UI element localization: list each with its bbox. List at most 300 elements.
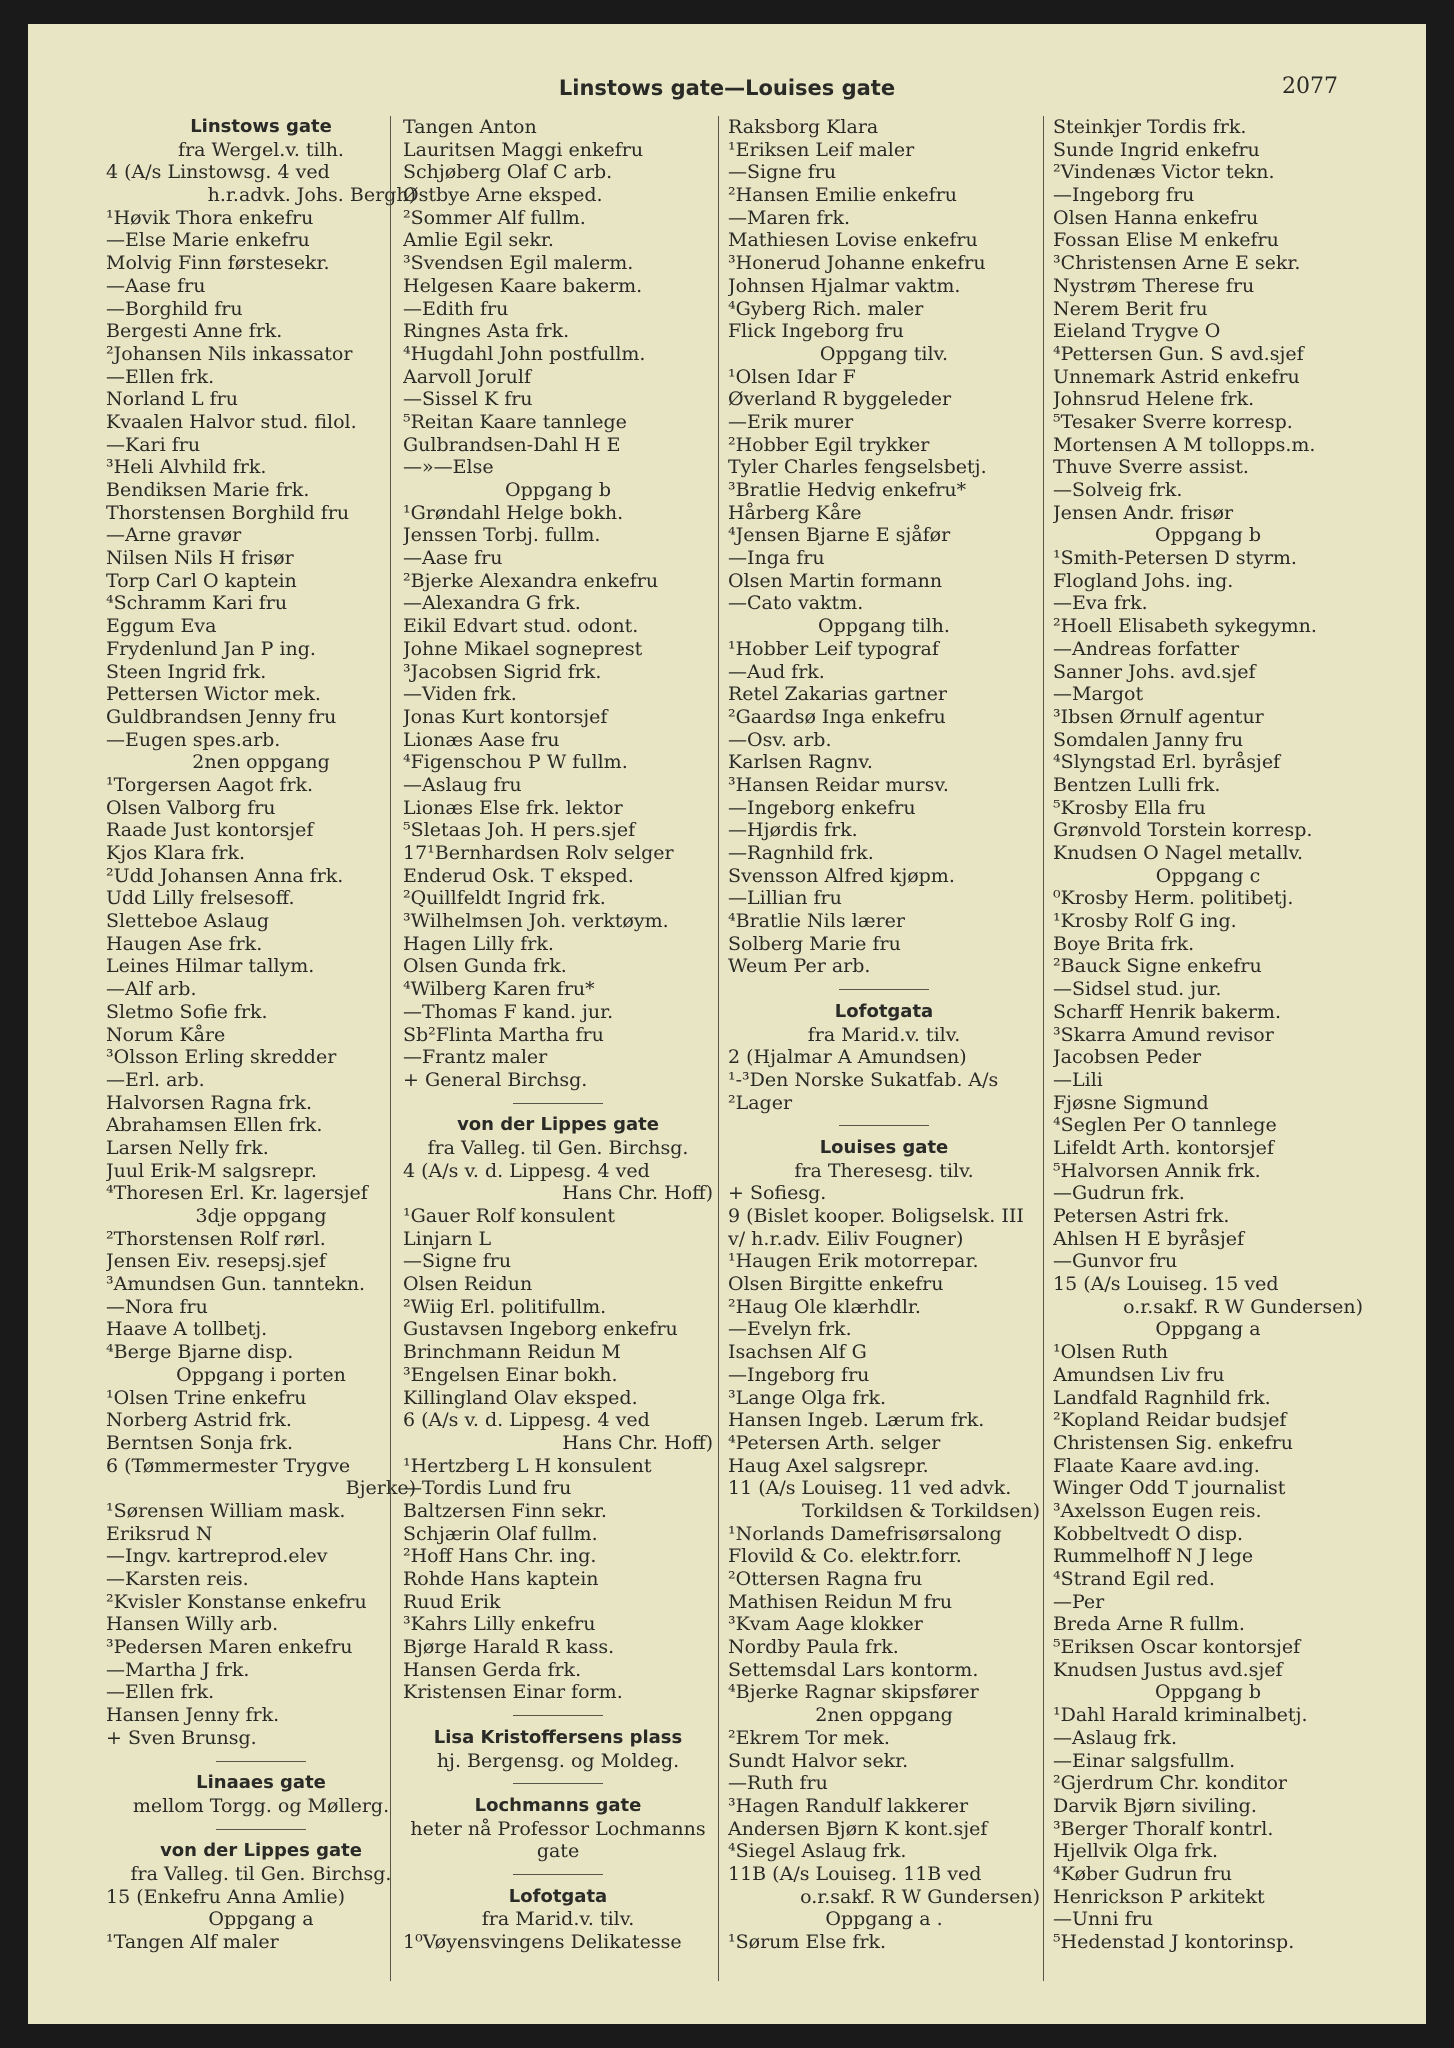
directory-entry: Kristensen Einar form. (403, 1681, 623, 1704)
street-heading: Louises gate (819, 1136, 949, 1158)
directory-entry: Sletmo Sofie frk. (106, 1000, 268, 1023)
entry-continuation: Hans Chr. Hoff) (562, 1182, 713, 1205)
directory-entry: Grønvold Torstein korresp. (1053, 819, 1313, 842)
directory-entry: —Kari fru (106, 433, 201, 456)
section-note: gate (536, 1840, 580, 1863)
directory-entry: ³Lange Olga frk. (728, 1386, 887, 1409)
directory-entry: —Inga fru (728, 547, 825, 570)
directory-entry: 15 (Enkefru Anna Amlie) (106, 1885, 345, 1908)
directory-entry: Hårberg Kåre (728, 501, 862, 524)
section-divider (106, 1818, 416, 1841)
directory-entry: Sanner Johs. avd.sjef (1053, 660, 1256, 683)
directory-entry: ¹Sørensen William mask. (106, 1499, 346, 1522)
directory-entry: Nilsen Nils H frisør (106, 547, 294, 570)
directory-entry: —Ingeborg fru (1053, 184, 1195, 207)
directory-entry: —»—Else (403, 456, 494, 479)
directory-entry: Berntsen Sonja frk. (106, 1431, 294, 1454)
directory-entry: Olsen Hanna enkefru (1053, 206, 1259, 229)
directory-entry: ²Vindenæs Victor tekn. (1053, 161, 1275, 184)
directory-entry: Winger Odd T journalist (1053, 1477, 1286, 1500)
section-note: Oppgang i porten (176, 1363, 346, 1386)
directory-entry: ⁴Berge Bjarne disp. (106, 1341, 294, 1364)
directory-entry: Torp Carl O kaptein (106, 569, 297, 592)
directory-entry: ²Ottersen Ragna fru (728, 1568, 923, 1590)
directory-entry: Sletteboe Aslaug (106, 910, 270, 933)
directory-entry: Baltzersen Finn sekr. (403, 1499, 607, 1522)
directory-entry: —Cato vaktm. (728, 592, 864, 615)
section-note: Oppgang c (1155, 864, 1261, 887)
directory-entry: Abrahamsen Ellen frk. (106, 1114, 323, 1137)
section-note: fra Theresesg. tilv. (794, 1159, 974, 1182)
directory-entry: ²Sommer Alf fullm. (403, 206, 586, 229)
directory-entry: ¹Krosby Rolf G ing. (1053, 910, 1237, 933)
directory-entry: Eggum Eva (106, 615, 217, 638)
section-note: heter nå Professor Lochmanns (410, 1817, 706, 1840)
entry-continuation: h.r.advk. Johs. Bergh) (207, 184, 416, 207)
directory-entry: + Sofiesg. (728, 1182, 827, 1205)
directory-entry: —Signe fru (728, 161, 837, 184)
directory-entry: ⁴Strand Egil red. (1053, 1568, 1215, 1590)
directory-entry: 1⁰Vøyensvingens Delikatesse (403, 1931, 682, 1953)
directory-entry: Kjos Klara frk. (106, 842, 246, 864)
directory-entry: Schjøberg Olaf C arb. (403, 161, 613, 184)
directory-entry: ¹Torgersen Aagot frk. (106, 773, 314, 796)
entry-continuation: Hans Chr. Hoff) (562, 1431, 713, 1454)
directory-entry: Mathiesen Lovise enkefru (728, 229, 978, 252)
directory-entry: —Maren frk. (728, 206, 851, 229)
directory-entry: —Borghild fru (106, 297, 243, 320)
directory-entry: ³Amundsen Gun. tanntekn. (106, 1273, 366, 1296)
directory-entry: v/ h.r.adv. Eiliv Fougner) (728, 1227, 964, 1250)
directory-entry: ¹Norlands Damefrisørsalong (728, 1522, 1002, 1545)
directory-entry: ⁴Thoresen Erl. Kr. lagersjef (106, 1182, 368, 1205)
directory-entry: Norland L fru (106, 388, 238, 411)
directory-entry: Enderud Osk. T eksped. (403, 864, 634, 887)
directory-entry: 6 (Tømmermester Trygve (106, 1454, 351, 1477)
directory-entry: Norum Kåre (106, 1023, 226, 1046)
directory-entry: Schjærin Olaf fullm. (403, 1522, 598, 1545)
directory-entry: 4 (A/s Linstowsg. 4 ved (106, 161, 330, 184)
directory-entry: —Aslaug frk. (1053, 1726, 1177, 1749)
street-heading: Lisa Kristoffersens plass (433, 1726, 683, 1748)
directory-entry: Retel Zakarias gartner (728, 683, 947, 706)
directory-entry: ³Berger Thoralf kontrl. (1053, 1817, 1274, 1840)
column-2 (403, 116, 713, 1954)
directory-entry: 6 (A/s v. d. Lippesg. 4 ved (403, 1409, 650, 1432)
directory-entry: Jensen Andr. frisør (1053, 501, 1234, 524)
directory-entry: Molvig Finn førstesekr. (106, 252, 330, 275)
section-divider (728, 1114, 1040, 1137)
directory-entry: Olsen Gunda frk. (403, 955, 567, 978)
directory-entry: ¹Olsen Ruth (1053, 1341, 1168, 1364)
directory-entry: ⁵Tesaker Sverre korresp. (1053, 410, 1293, 433)
directory-entry: Eikil Edvart stud. odont. (403, 615, 639, 638)
street-heading: von der Lippes gate (160, 1840, 362, 1862)
directory-entry: ¹Tangen Alf maler (106, 1931, 279, 1953)
directory-entry: Jensen Eiv. resepsj.sjef (106, 1250, 326, 1273)
directory-entry: ²Bjerke Alexandra enkefru (403, 569, 659, 592)
section-divider (403, 1772, 713, 1795)
column-1 (106, 116, 416, 1954)
directory-entry: ³Engelsen Einar bokh. (403, 1363, 618, 1386)
directory-entry: —Ragnhild frk. (728, 842, 874, 864)
directory-entry: Petersen Astri frk. (1053, 1205, 1230, 1227)
directory-entry: ⁴Køber Gudrun fru (1053, 1862, 1232, 1885)
directory-entry: Kvaalen Halvor stud. filol. (106, 410, 357, 433)
directory-entry: Unnemark Astrid enkefru (1053, 365, 1300, 388)
directory-entry: ⁴Bjerke Ragnar skipsfører (728, 1681, 979, 1704)
directory-entry: Nerem Berit fru (1053, 297, 1208, 320)
directory-entry: Aarvoll Jorulf (403, 365, 531, 388)
directory-entry: Steen Ingrid frk. (106, 660, 267, 683)
directory-entry: Sunde Ingrid enkefru (1053, 138, 1260, 161)
directory-entry: ²Quillfeldt Ingrid frk. (403, 887, 606, 910)
directory-entry: Norberg Astrid frk. (106, 1409, 292, 1432)
directory-entry: ¹Eriksen Leif maler (728, 138, 915, 161)
directory-entry: ²Lager (728, 1091, 793, 1114)
directory-entry: —Einar salgsfullm. (1053, 1749, 1236, 1772)
directory-entry: Sundt Halvor sekr. (728, 1749, 909, 1772)
directory-entry: Udd Lilly frelsesoff. (106, 887, 295, 910)
directory-entry: ²Udd Johansen Anna frk. (106, 864, 344, 887)
directory-entry: ⁴Hugdahl John postfullm. (403, 342, 646, 365)
directory-entry: ²Gjerdrum Chr. konditor (1053, 1772, 1287, 1795)
directory-entry: Johnsrud Helene frk. (1053, 388, 1255, 411)
directory-entry: ³Axelsson Eugen reis. (1053, 1499, 1262, 1522)
directory-entry: 11B (A/s Louiseg. 11B ved (728, 1862, 982, 1885)
directory-entry: ¹Hobber Leif typograf (728, 637, 939, 660)
directory-entry: —Alf arb. (106, 978, 197, 1001)
directory-entry: ¹Olsen Trine enkefru (106, 1386, 307, 1409)
directory-entry: ²Ekrem Tor mek. (728, 1726, 890, 1749)
directory-entry: Brinchmann Reidun M (403, 1341, 621, 1364)
directory-entry: Lionæs Else frk. lektor (403, 796, 623, 819)
directory-entry: Østbye Arne eksped. (403, 184, 603, 207)
section-note: Oppgang tilh. (818, 615, 950, 638)
directory-entry: —Per (1053, 1590, 1105, 1613)
directory-entry: Gulbrandsen-Dahl H E (403, 433, 621, 456)
directory-entry: ³Kahrs Lilly enkefru (403, 1613, 596, 1636)
directory-entry: Mortensen A M tollopps.m. (1053, 433, 1316, 456)
directory-entry: ³Skarra Amund revisor (1053, 1023, 1274, 1046)
directory-entry: ³Jacobsen Sigrid frk. (403, 660, 602, 683)
entry-continuation: Bjerke) (345, 1477, 416, 1500)
directory-entry: ³Olsson Erling skredder (106, 1046, 337, 1069)
directory-entry: 4 (A/s v. d. Lippesg. 4 ved (403, 1159, 650, 1182)
directory-entry: Olsen Valborg fru (106, 796, 276, 819)
directory-entry: Thorstensen Borghild fru (106, 501, 350, 524)
directory-entry: Halvorsen Ragna frk. (106, 1091, 313, 1114)
directory-entry: ¹-³Den Norske Sukatfab. A/s (728, 1068, 999, 1091)
directory-entry: —Osv. arb. (728, 728, 832, 751)
directory-entry: Ahlsen H E byråsjef (1053, 1227, 1245, 1250)
directory-entry: Somdalen Janny fru (1053, 728, 1244, 751)
directory-entry: Mathisen Reidun M fru (728, 1590, 953, 1613)
directory-entry: Eieland Trygve O (1053, 320, 1221, 343)
directory-entry: Lauritsen Maggi enkefru (403, 138, 644, 161)
directory-entry: ²Thorstensen Rolf rørl. (106, 1227, 326, 1250)
directory-entry: Bergesti Anne frk. (106, 320, 283, 343)
directory-page (28, 24, 1426, 2024)
directory-entry: Olsen Martin formann (728, 569, 943, 592)
directory-entry: Lifeldt Arth. kontorsjef (1053, 1136, 1274, 1159)
directory-entry: Killingland Olav eksped. (403, 1386, 638, 1409)
directory-entry: Sb²Flinta Martha fru (403, 1023, 604, 1046)
directory-entry: Fossan Elise M enkefru (1053, 229, 1279, 252)
street-heading: Linaaes gate (196, 1772, 326, 1794)
directory-entry: ⁵Sletaas Joh. H pers.sjef (403, 819, 636, 842)
directory-entry: Olsen Reidun (403, 1273, 533, 1296)
directory-entry: Tangen Anton (403, 116, 537, 138)
directory-entry: ²Hobber Egil trykker (728, 433, 930, 456)
directory-entry: Rummelhoff N J lege (1053, 1545, 1254, 1568)
directory-entry: Linjarn L (403, 1227, 492, 1250)
directory-entry: ³Bratlie Hedvig enkefru* (728, 479, 967, 501)
directory-entry: Hjellvik Olga frk. (1053, 1840, 1219, 1863)
directory-entry: ¹Gauer Rolf konsulent (403, 1205, 615, 1227)
directory-entry: —Sissel K fru (403, 388, 533, 411)
directory-entry: ³Svendsen Egil malerm. (403, 252, 634, 275)
directory-entry: ³Hansen Reidar mursv. (728, 773, 949, 796)
directory-entry: —Erik murer (728, 410, 854, 433)
directory-entry: ⁴Bratlie Nils lærer (728, 910, 905, 933)
directory-entry: —Edith fru (403, 297, 509, 320)
entry-continuation: Torkildsen & Torkildsen) (802, 1499, 1040, 1522)
directory-entry: ³Heli Alvhild frk. (106, 456, 267, 479)
directory-entry: Hansen Jenny frk. (106, 1704, 280, 1727)
directory-entry: —Else Marie enkefru (106, 229, 310, 252)
directory-entry: —Thomas F kand. jur. (403, 1000, 614, 1023)
directory-entry: Bentzen Lulli frk. (1053, 773, 1221, 796)
directory-entry: ⁴Figenschou P W fullm. (403, 751, 628, 774)
section-note: Oppgang a (1155, 1318, 1261, 1341)
directory-entry: ³Honerud Johanne enkefru (728, 252, 986, 275)
directory-entry: ⁴Seglen Per O tannlege (1053, 1114, 1277, 1137)
directory-entry: Juul Erik-M salgsrepr. (106, 1159, 317, 1182)
directory-entry: Henrickson P arkitekt (1053, 1885, 1265, 1908)
street-heading: Linstows gate (190, 116, 332, 137)
section-note: mellom Torgg. og Møllerg. (132, 1794, 390, 1817)
street-heading: Lochmanns gate (474, 1794, 642, 1816)
directory-entry: —Sidsel stud. jur. (1053, 978, 1222, 1001)
section-note: Oppgang b (1155, 524, 1261, 547)
directory-entry: Øverland R byggeleder (728, 388, 952, 411)
directory-entry: Flick Ingeborg fru (728, 320, 904, 343)
directory-entry: ¹Hertzberg L H konsulent (403, 1454, 652, 1477)
directory-entry: Knudsen O Nagel metallv. (1053, 842, 1304, 864)
directory-entry: ¹Dahl Harald kriminalbetj. (1053, 1704, 1308, 1727)
directory-entry: ²Kopland Reidar budsjef (1053, 1409, 1287, 1432)
directory-entry: —Eugen spes.arb. (106, 728, 281, 751)
directory-entry: Settemsdal Lars kontorm. (728, 1658, 979, 1681)
directory-entry: Christensen Sig. enkefru (1053, 1431, 1293, 1454)
directory-entry: Leines Hilmar tallym. (106, 955, 315, 978)
directory-entry: Eriksrud N (106, 1522, 213, 1545)
directory-entry: Haug Axel salgsrepr. (728, 1454, 929, 1477)
directory-entry: —Gudrun frk. (1053, 1182, 1185, 1205)
directory-entry: —Margot (1053, 683, 1144, 706)
directory-entry: Raade Just kontorsjef (106, 819, 314, 842)
directory-entry: —Tordis Lund fru (403, 1477, 572, 1500)
directory-entry: Nystrøm Therese fru (1053, 274, 1255, 297)
directory-entry: + General Birchsg. (403, 1068, 588, 1091)
section-note: fra Valleg. til Gen. Birchsg. (427, 1136, 689, 1159)
section-note: hj. Bergensg. og Moldeg. (436, 1749, 680, 1772)
directory-entry: ²Kvisler Konstanse enkefru (106, 1590, 367, 1613)
directory-entry: ¹Sørum Else frk. (728, 1931, 887, 1953)
page-number: 2077 (1282, 74, 1338, 99)
directory-entry: ²Gaardsø Inga enkefru (728, 705, 946, 728)
directory-entry: Guldbrandsen Jenny fru (106, 705, 337, 728)
directory-entry: Larsen Nelly frk. (106, 1136, 269, 1159)
directory-entry: Frydenlund Jan P ing. (106, 637, 316, 660)
section-divider (403, 1863, 713, 1886)
directory-entry: Raksborg Klara (728, 116, 879, 138)
directory-entry: Thuve Sverre assist. (1053, 456, 1249, 479)
directory-entry: Ringnes Asta frk. (403, 320, 570, 343)
directory-entry: Nordby Paula frk. (728, 1636, 899, 1659)
directory-entry: ⁰Krosby Herm. politibetj. (1053, 887, 1294, 910)
street-heading: Lofotgata (834, 1000, 934, 1022)
street-heading: Lofotgata (508, 1885, 608, 1907)
directory-entry: —Aase fru (106, 274, 206, 297)
section-note: Oppgang tilv. (819, 342, 949, 365)
directory-entry: + Sven Brunsg. (106, 1726, 257, 1749)
directory-entry: Olsen Birgitte enkefru (728, 1273, 944, 1296)
directory-entry: ²Hoff Hans Chr. ing. (403, 1545, 597, 1568)
directory-entry: ³Christensen Arne E sekr. (1053, 252, 1301, 275)
directory-entry: ⁵Eriksen Oscar kontorsjef (1053, 1636, 1301, 1659)
directory-entry: Rohde Hans kaptein (403, 1568, 599, 1590)
directory-entry: —Ingeborg fru (728, 1363, 870, 1386)
directory-entry: —Aud frk. (728, 660, 825, 683)
directory-entry: 15 (A/s Louiseg. 15 ved (1053, 1273, 1279, 1296)
directory-entry: —Frantz maler (403, 1046, 548, 1069)
directory-entry: ²Wiig Erl. politifullm. (403, 1295, 607, 1318)
directory-entry: ¹Haugen Erik motorrepar. (728, 1250, 979, 1273)
section-note: fra Valleg. til Gen. Birchsg. (130, 1862, 392, 1885)
section-note: fra Marid.v. tilv. (807, 1023, 961, 1046)
directory-entry: —Erl. arb. (106, 1068, 205, 1091)
directory-entry: —Ingeborg enkefru (728, 796, 916, 819)
directory-entry: ⁴Jensen Bjarne E sjåfør (728, 524, 951, 547)
section-note: Oppgang b (505, 479, 611, 501)
directory-entry: ²Hoell Elisabeth sykegymn. (1053, 615, 1317, 638)
directory-entry: Isachsen Alf G (728, 1341, 867, 1364)
directory-entry: —Aslaug fru (403, 773, 522, 796)
directory-entry: Lionæs Aase fru (403, 728, 560, 751)
directory-entry: 17¹Bernhardsen Rolv selger (403, 842, 674, 864)
directory-entry: —Signe fru (403, 1250, 512, 1273)
directory-entry: —Evelyn frk. (728, 1318, 852, 1341)
directory-entry: Solberg Marie fru (728, 932, 901, 955)
directory-entry: ⁴Siegel Aslaug frk. (728, 1840, 907, 1863)
directory-entry: —Ingv. kartreprod.elev (106, 1545, 328, 1568)
directory-entry: ⁴Gyberg Rich. maler (728, 297, 924, 320)
directory-entry: Gustavsen Ingeborg enkefru (403, 1318, 678, 1341)
directory-entry: —Ellen frk. (106, 365, 215, 388)
directory-entry: —Lili (1053, 1068, 1103, 1091)
directory-entry: —Martha J frk. (106, 1658, 250, 1681)
directory-entry: Johne Mikael sogneprest (403, 637, 643, 660)
directory-entry: ⁵Krosby Ella fru (1053, 796, 1206, 819)
directory-entry: Hansen Ingeb. Lærum frk. (728, 1409, 985, 1432)
street-heading: von der Lippes gate (457, 1114, 659, 1136)
directory-entry: ⁵Reitan Kaare tannlege (403, 410, 627, 433)
section-divider (728, 978, 1040, 1001)
directory-entry: Landfald Ragnhild frk. (1053, 1386, 1271, 1409)
column-3 (728, 116, 1040, 1954)
directory-entry: —Nora fru (106, 1295, 208, 1318)
column-divider (1043, 116, 1044, 1981)
entry-continuation: o.r.sakf. R W Gundersen) (1123, 1295, 1363, 1318)
directory-entry: ²Johansen Nils inkassator (106, 342, 353, 365)
directory-entry: —Aase fru (403, 547, 503, 570)
directory-entry: —Ruth fru (728, 1772, 828, 1795)
directory-entry: Flogland Johs. ing. (1053, 569, 1234, 592)
directory-entry: Helgesen Kaare bakerm. (403, 274, 643, 297)
directory-entry: Weum Per arb. (728, 955, 871, 978)
directory-entry: Jenssen Torbj. fullm. (403, 524, 601, 547)
directory-entry: ³Pedersen Maren enkefru (106, 1636, 353, 1659)
directory-entry: Boye Brita frk. (1053, 932, 1195, 955)
directory-entry: Flovild & Co. elektr.forr. (728, 1545, 962, 1568)
directory-entry: ¹Grøndahl Helge bokh. (403, 501, 624, 524)
directory-entry: Andersen Bjørn K kont.sjef (728, 1817, 988, 1840)
directory-entry: Fjøsne Sigmund (1053, 1091, 1209, 1114)
directory-entry: —Ellen frk. (106, 1681, 215, 1704)
directory-entry: ²Haug Ole klærhdlr. (728, 1295, 921, 1318)
directory-entry: Kobbeltvedt O disp. (1053, 1522, 1244, 1545)
section-note: 3dje oppgang (195, 1205, 327, 1227)
directory-entry: —Alexandra G frk. (403, 592, 581, 615)
directory-entry: Haave A tollbetj. (106, 1318, 268, 1341)
section-note: Oppgang a (208, 1908, 314, 1931)
directory-entry: Karlsen Ragnv. (728, 751, 873, 774)
column-4 (1053, 116, 1363, 1954)
directory-entry: ¹Smith-Petersen D styrm. (1053, 547, 1297, 570)
directory-entry: ⁴Petersen Arth. selger (728, 1431, 941, 1454)
directory-entry: Ruud Erik (403, 1590, 501, 1613)
directory-entry: Tyler Charles fengselsbetj. (728, 456, 987, 479)
section-note: Oppgang a . (825, 1908, 943, 1931)
section-note: fra Marid.v. tilv. (481, 1908, 635, 1931)
directory-entry: Steinkjer Tordis frk. (1053, 116, 1247, 138)
directory-entry: ³Hagen Randulf lakkerer (728, 1794, 969, 1817)
directory-entry: 2 (Hjalmar A Amundsen) (728, 1046, 967, 1069)
directory-entry: ¹Høvik Thora enkefru (106, 206, 314, 229)
directory-entry: Johnsen Hjalmar vaktm. (728, 274, 961, 297)
directory-entry: Hagen Lilly frk. (403, 932, 554, 955)
directory-entry: —Lillian fru (728, 887, 842, 910)
directory-entry: Flaate Kaare avd.ing. (1053, 1454, 1260, 1477)
directory-entry: ⁵Halvorsen Annik frk. (1053, 1159, 1261, 1182)
directory-entry: ⁴Slyngstad Erl. byråsjef (1053, 751, 1281, 774)
directory-entry: Bjørge Harald R kass. (403, 1636, 615, 1659)
directory-entry: —Solveig frk. (1053, 479, 1183, 501)
directory-entry: Scharff Henrik bakerm. (1053, 1000, 1281, 1023)
directory-entry: ³Wilhelmsen Joh. verktøym. (403, 910, 669, 933)
directory-entry: —Karsten reis. (106, 1568, 249, 1590)
directory-entry: Hansen Gerda frk. (403, 1658, 582, 1681)
directory-entry: ⁵Hedenstad J kontorinsp. (1053, 1931, 1295, 1953)
directory-entry: ⁴Pettersen Gun. S avd.sjef (1053, 342, 1304, 365)
directory-entry: Bendiksen Marie frk. (106, 479, 310, 501)
directory-entry: —Eva frk. (1053, 592, 1148, 615)
section-divider (403, 1092, 713, 1115)
directory-entry: ²Hansen Emilie enkefru (728, 184, 958, 207)
directory-entry: Hansen Willy arb. (106, 1613, 279, 1636)
